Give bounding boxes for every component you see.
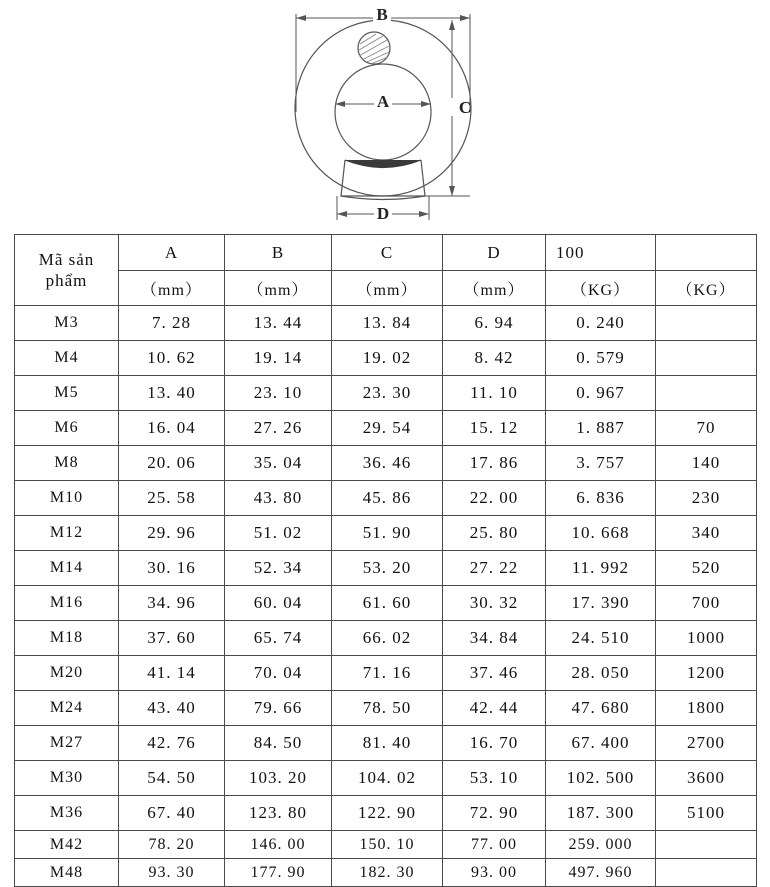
table-row [15,306,757,341]
table-row [15,411,757,446]
table-row [15,831,757,859]
cell-value: 61. 60 [332,586,443,621]
cell-value: 17. 86 [443,446,546,481]
cell-product-code: M4 [15,341,119,376]
column-unit-weight-100: （KG） [546,271,656,306]
cell-value: 13. 84 [332,306,443,341]
cell-value: 140 [656,446,757,481]
cell-value: 16. 04 [119,411,225,446]
cell-value: 70. 04 [225,656,332,691]
cell-value: 54. 50 [119,761,225,796]
cell-value: 45. 86 [332,481,443,516]
column-header-a: A [119,235,225,271]
table-row [15,551,757,586]
cell-value: 3600 [656,761,757,796]
svg-text:A: A [376,92,390,111]
cell-value: 23. 10 [225,376,332,411]
cell-value: 6. 836 [546,481,656,516]
cell-value: 10. 62 [119,341,225,376]
column-unit-d: （mm） [443,271,546,306]
cell-value: 23. 30 [332,376,443,411]
cell-value: 29. 54 [332,411,443,446]
cell-value: 30. 32 [443,586,546,621]
table-row [15,516,757,551]
cell-value: 60. 04 [225,586,332,621]
cell-value: 51. 90 [332,516,443,551]
cell-value: 3. 757 [546,446,656,481]
cell-value: 37. 60 [119,621,225,656]
cell-value: 37. 46 [443,656,546,691]
table-row [15,796,757,831]
cell-value: 81. 40 [332,726,443,761]
cell-product-code: M20 [15,656,119,691]
cell-value: 10. 668 [546,516,656,551]
cell-value: 8. 42 [443,341,546,376]
cell-value: 24. 510 [546,621,656,656]
cell-value [656,831,757,859]
cell-value: 11. 10 [443,376,546,411]
cell-value: 0. 967 [546,376,656,411]
cell-value: 30. 16 [119,551,225,586]
cell-value: 15. 12 [443,411,546,446]
cell-value: 66. 02 [332,621,443,656]
cell-value: 700 [656,586,757,621]
cell-value: 72. 90 [443,796,546,831]
cell-value: 93. 30 [119,859,225,887]
table-row [15,376,757,411]
cell-value: 34. 96 [119,586,225,621]
cell-value: 11. 992 [546,551,656,586]
cell-value: 42. 44 [443,691,546,726]
cell-value: 36. 46 [332,446,443,481]
cell-value: 150. 10 [332,831,443,859]
cell-value: 122. 90 [332,796,443,831]
cell-value: 340 [656,516,757,551]
cell-value: 5100 [656,796,757,831]
cell-value: 52. 34 [225,551,332,586]
column-header-weight-100: 100 [546,235,656,271]
cell-value: 93. 00 [443,859,546,887]
cell-value: 84. 50 [225,726,332,761]
cell-value: 520 [656,551,757,586]
cell-product-code: M16 [15,586,119,621]
cell-product-code: M42 [15,831,119,859]
cell-product-code: M18 [15,621,119,656]
cell-value: 13. 40 [119,376,225,411]
cell-value: 79. 66 [225,691,332,726]
cell-value: 497. 960 [546,859,656,887]
cell-value: 65. 74 [225,621,332,656]
cell-value: 1800 [656,691,757,726]
cell-product-code: M3 [15,306,119,341]
cell-value: 182. 30 [332,859,443,887]
cell-product-code: M36 [15,796,119,831]
cell-value: 7. 28 [119,306,225,341]
cell-value: 25. 80 [443,516,546,551]
cell-product-code: M24 [15,691,119,726]
cell-value: 177. 90 [225,859,332,887]
cell-value [656,341,757,376]
cell-value: 123. 80 [225,796,332,831]
table-row [15,726,757,761]
cell-value: 16. 70 [443,726,546,761]
cell-product-code: M48 [15,859,119,887]
cell-product-code: M6 [15,411,119,446]
cell-value [656,859,757,887]
cell-value: 1. 887 [546,411,656,446]
eye-nut-drawing [0,0,770,232]
cell-value: 27. 26 [225,411,332,446]
cell-value [656,306,757,341]
table-row [15,656,757,691]
cell-value: 22. 00 [443,481,546,516]
cell-value: 47. 680 [546,691,656,726]
cell-value: 78. 20 [119,831,225,859]
table-row [15,691,757,726]
cell-value: 43. 80 [225,481,332,516]
column-header-product-code: Mã sản phẩm [15,235,119,306]
cell-value: 146. 00 [225,831,332,859]
cell-value: 67. 40 [119,796,225,831]
cell-value: 259. 000 [546,831,656,859]
table-row [15,621,757,656]
cell-value: 0. 579 [546,341,656,376]
table-row [15,341,757,376]
cell-product-code: M8 [15,446,119,481]
svg-text:D: D [376,204,390,223]
table-header [15,235,757,306]
cell-value: 6. 94 [443,306,546,341]
product-diagram [0,0,770,232]
column-header-d: D [443,235,546,271]
cell-value: 34. 84 [443,621,546,656]
cell-value: 53. 20 [332,551,443,586]
cell-value [656,376,757,411]
table-row [15,481,757,516]
cell-product-code: M12 [15,516,119,551]
cell-product-code: M30 [15,761,119,796]
cell-product-code: M10 [15,481,119,516]
cell-value: 27. 22 [443,551,546,586]
column-header-b: B [225,235,332,271]
table-header-row-names [15,235,757,271]
cell-value: 0. 240 [546,306,656,341]
cell-value: 1000 [656,621,757,656]
cell-value: 17. 390 [546,586,656,621]
cell-value: 102. 500 [546,761,656,796]
cell-value: 43. 40 [119,691,225,726]
table-row [15,761,757,796]
cell-value: 53. 10 [443,761,546,796]
cell-value: 20. 06 [119,446,225,481]
cell-value: 28. 050 [546,656,656,691]
cell-product-code: M5 [15,376,119,411]
cell-value: 77. 00 [443,831,546,859]
column-header-c: C [332,235,443,271]
cell-value: 1200 [656,656,757,691]
table-header-row-units [15,271,757,306]
column-header-load [656,235,757,271]
cell-value: 19. 14 [225,341,332,376]
cell-value: 104. 02 [332,761,443,796]
cell-value: 25. 58 [119,481,225,516]
table-body [15,306,757,887]
column-unit-c: （mm） [332,271,443,306]
cell-value: 29. 96 [119,516,225,551]
cell-value: 78. 50 [332,691,443,726]
specification-table-container [14,234,756,887]
table-row [15,586,757,621]
cell-value: 19. 02 [332,341,443,376]
cell-value: 41. 14 [119,656,225,691]
cell-product-code: M14 [15,551,119,586]
cell-value: 70 [656,411,757,446]
column-unit-a: （mm） [119,271,225,306]
cell-value: 35. 04 [225,446,332,481]
cell-product-code: M27 [15,726,119,761]
cell-value: 71. 16 [332,656,443,691]
table-row [15,859,757,887]
cell-value: 103. 20 [225,761,332,796]
column-unit-b: （mm） [225,271,332,306]
cell-value: 2700 [656,726,757,761]
svg-text:C: C [458,98,472,117]
specification-table [14,234,757,887]
cell-value: 187. 300 [546,796,656,831]
cell-value: 230 [656,481,757,516]
cell-value: 67. 400 [546,726,656,761]
table-row [15,446,757,481]
column-unit-load: （KG） [656,271,757,306]
svg-text:B: B [376,5,388,24]
cell-value: 42. 76 [119,726,225,761]
cell-value: 13. 44 [225,306,332,341]
cell-value: 51. 02 [225,516,332,551]
